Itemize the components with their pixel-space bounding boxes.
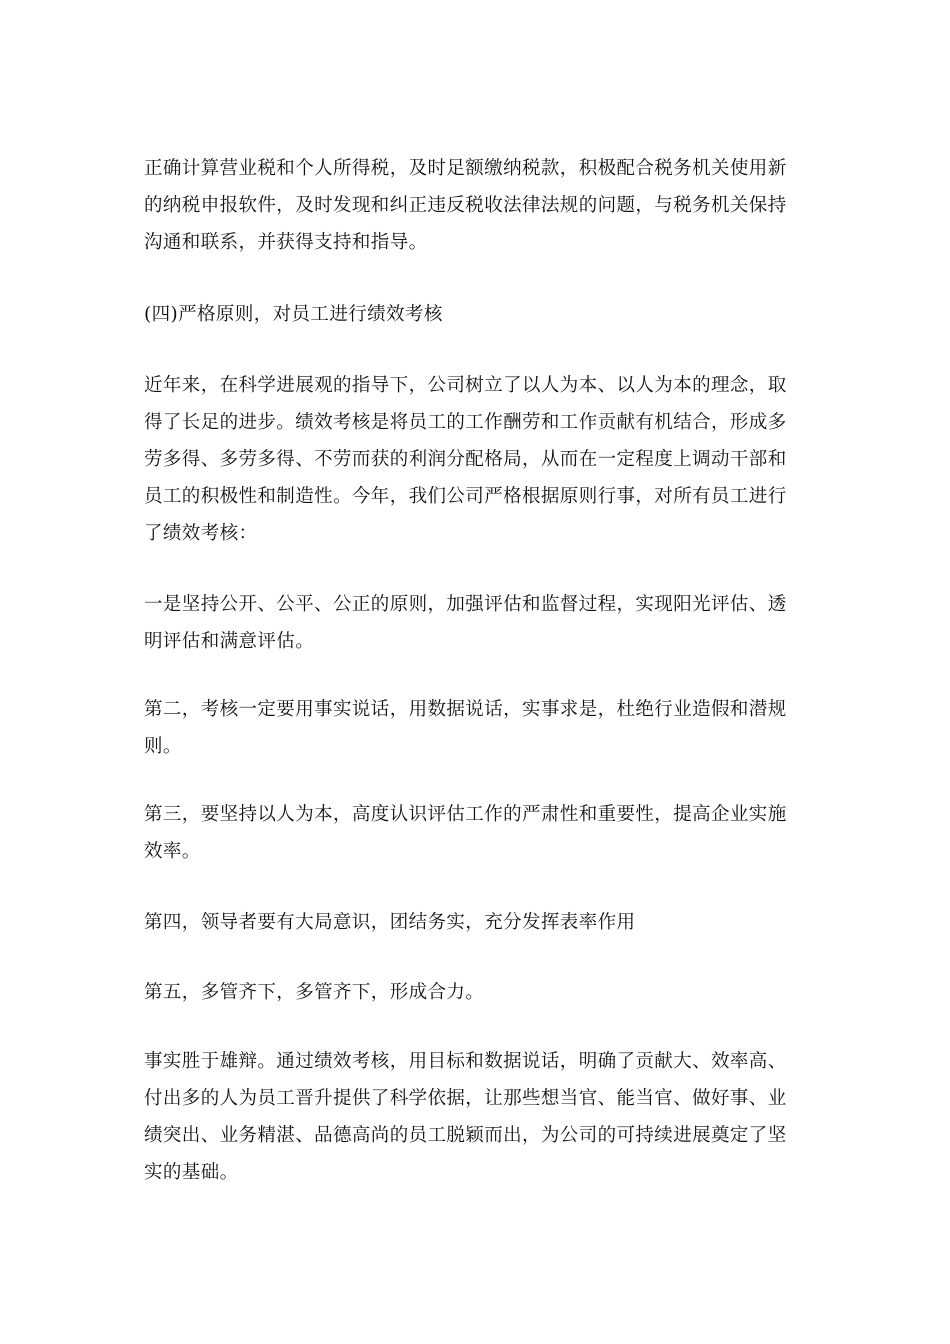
- paragraph-point-three: [144, 796, 806, 870]
- paragraph-line: 付出多的人为员工晋升提供了科学依据，让那些想当官、能当官、做好事、业: [144, 1088, 787, 1109]
- paragraph-line: 实的基础。: [144, 1162, 239, 1183]
- paragraph-line: 绩突出、业务精湛、品德高尚的员工脱颖而出，为公司的可持续进展奠定了坚: [144, 1125, 787, 1146]
- paragraph-line: 明评估和满意评估。: [144, 631, 315, 652]
- paragraph-line: 第四，领导者要有大局意识，团结务实，充分发挥表率作用: [144, 912, 636, 933]
- paragraph-line: 劳多得、多劳多得、不劳而获的利润分配格局，从而在一定程度上调动干部和: [144, 449, 787, 470]
- paragraph-line: 正确计算营业税和个人所得税，及时足额缴纳税款，积极配合税务机关使用新: [144, 158, 787, 179]
- paragraph-line: 得了长足的进步。绩效考核是将员工的工作酬劳和工作贡献有机结合，形成多: [144, 412, 787, 433]
- paragraph-line: 员工的积极性和制造性。今年，我们公司严格根据原则行事，对所有员工进行: [144, 486, 787, 507]
- paragraph-line: 事实胜于雄辩。通过绩效考核，用目标和数据说话，明确了贡献大、效率高、: [144, 1051, 787, 1072]
- paragraph-conclusion: [144, 1043, 806, 1191]
- paragraph-tax-compliance: [144, 150, 806, 261]
- paragraph-line: 效率。: [144, 841, 201, 862]
- paragraph-line: 沟通和联系，并获得支持和指导。: [144, 232, 428, 253]
- paragraph-line: 近年来，在科学进展观的指导下，公司树立了以人为本、以人为本的理念，取: [144, 375, 787, 396]
- section-heading-line: (四)严格原则，对员工进行绩效考核: [144, 304, 443, 325]
- paragraph-line: 第三，要坚持以人为本，高度认识评估工作的严肃性和重要性，提高企业实施: [144, 804, 787, 825]
- paragraph-point-five: [144, 974, 806, 1011]
- paragraph-line: 了绩效考核：: [144, 523, 258, 544]
- paragraph-line: 则。: [144, 736, 182, 757]
- paragraph-point-two: [144, 691, 806, 765]
- section-heading-performance: [144, 296, 806, 333]
- paragraph-performance-intro: [144, 367, 806, 552]
- paragraph-line: 第五，多管齐下，多管齐下，形成合力。: [144, 982, 485, 1003]
- paragraph-line: 一是坚持公开、公平、公正的原则，加强评估和监督过程，实现阳光评估、透: [144, 594, 787, 615]
- paragraph-line: 第二，考核一定要用事实说话，用数据说话，实事求是，杜绝行业造假和潜规: [144, 699, 787, 720]
- paragraph-point-four: [144, 904, 806, 941]
- paragraph-point-one: [144, 586, 806, 660]
- paragraph-line: 的纳税申报软件，及时发现和纠正违反税收法律法规的问题，与税务机关保持: [144, 195, 787, 216]
